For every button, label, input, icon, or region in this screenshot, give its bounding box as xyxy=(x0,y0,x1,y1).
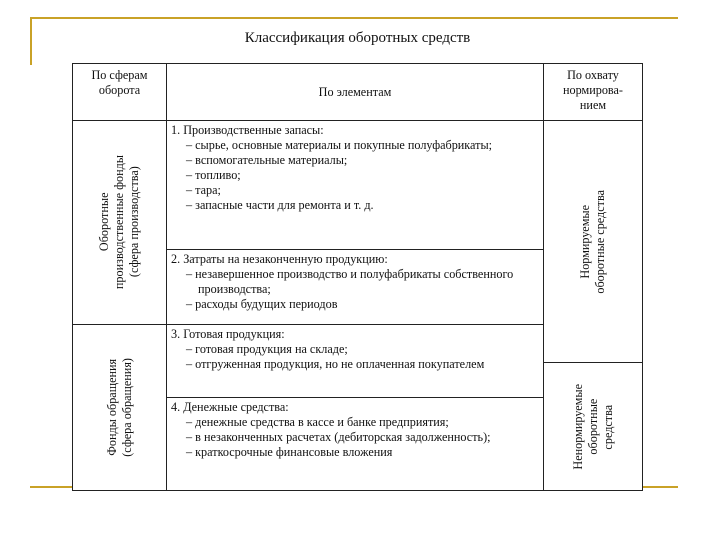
norm-non-normalized-line: оборотные xyxy=(585,398,600,455)
list-item: – сырье, основные материалы и покупные полуфабрикаты; xyxy=(186,138,493,152)
list-item: – запасные части для ремонта и т. д. xyxy=(186,198,374,212)
list-item: – расходы будущих периодов xyxy=(186,297,338,311)
header-spheres xyxy=(73,68,166,98)
norm-non-normalized-line: Ненормируемые xyxy=(570,383,585,470)
column-divider-1 xyxy=(166,64,167,490)
list-item: – тара; xyxy=(186,183,221,197)
sphere-circulation-line: Фонды обращения xyxy=(104,359,119,456)
header-norm-line: нормирова- xyxy=(562,83,623,97)
sphere-production-line: (сфера производства) xyxy=(127,167,141,278)
list-item: – краткосрочные финансовые вложения xyxy=(186,445,393,459)
norm-normalized xyxy=(544,121,642,362)
list-item: – денежные средства в кассе и банке предприятия; xyxy=(186,415,449,429)
header-spheres-line: По сферам xyxy=(91,68,148,82)
list-item: – незавершенное производство и полуфабрикаты собственного производства; xyxy=(186,267,514,296)
group-finished-products xyxy=(171,327,511,372)
page-title: Классификация оборотных средств xyxy=(244,30,471,46)
sphere-production-line: производственные фонды xyxy=(112,155,126,290)
group-divider-2 xyxy=(166,324,544,325)
header-elements: По элементам xyxy=(318,85,392,99)
sphere-circulation-line: (сфера обращения) xyxy=(119,358,134,457)
group-divider-1 xyxy=(166,249,544,250)
header-norm xyxy=(544,68,642,113)
sphere-production-line: Оборотные xyxy=(97,193,111,252)
group-heading: 3. Готовая продукция: xyxy=(171,327,285,341)
group-unfinished-production xyxy=(171,252,539,312)
header-norm-line: нием xyxy=(579,98,607,112)
header-norm-line: По охвату xyxy=(567,68,619,82)
header-spheres-line: оборота xyxy=(98,83,141,97)
list-item: – вспомогательные материалы; xyxy=(186,153,348,167)
norm-normalized-line: оборотные средства xyxy=(593,189,607,294)
group-heading: 1. Производственные запасы: xyxy=(171,123,324,137)
list-item: – готовая продукция на складе; xyxy=(186,342,348,356)
list-item: – в незаконченных расчетах (дебиторская задолженность); xyxy=(186,430,491,444)
classification-table xyxy=(72,63,643,491)
group-heading: 2. Затраты на незаконченную продукцию: xyxy=(171,252,388,266)
list-item: – отгруженная продукция, но не оплаченная покупателем xyxy=(186,357,485,371)
group-divider-3 xyxy=(166,397,544,398)
sphere-circulation xyxy=(73,325,166,490)
norm-non-normalized-line: средства xyxy=(600,404,615,449)
group-inventories xyxy=(171,123,539,213)
group-heading: 4. Денежные средства: xyxy=(171,400,289,414)
decorative-line-bottom-right xyxy=(643,486,678,488)
list-item: – топливо; xyxy=(186,168,241,182)
sphere-production xyxy=(73,121,166,324)
group-cash xyxy=(171,400,543,460)
decorative-line-bottom-left xyxy=(30,486,72,488)
norm-normalized-line: Нормируемые xyxy=(578,204,592,279)
norm-non-normalized xyxy=(544,363,642,490)
decorative-line-left xyxy=(30,17,32,65)
decorative-line-top xyxy=(30,17,678,19)
